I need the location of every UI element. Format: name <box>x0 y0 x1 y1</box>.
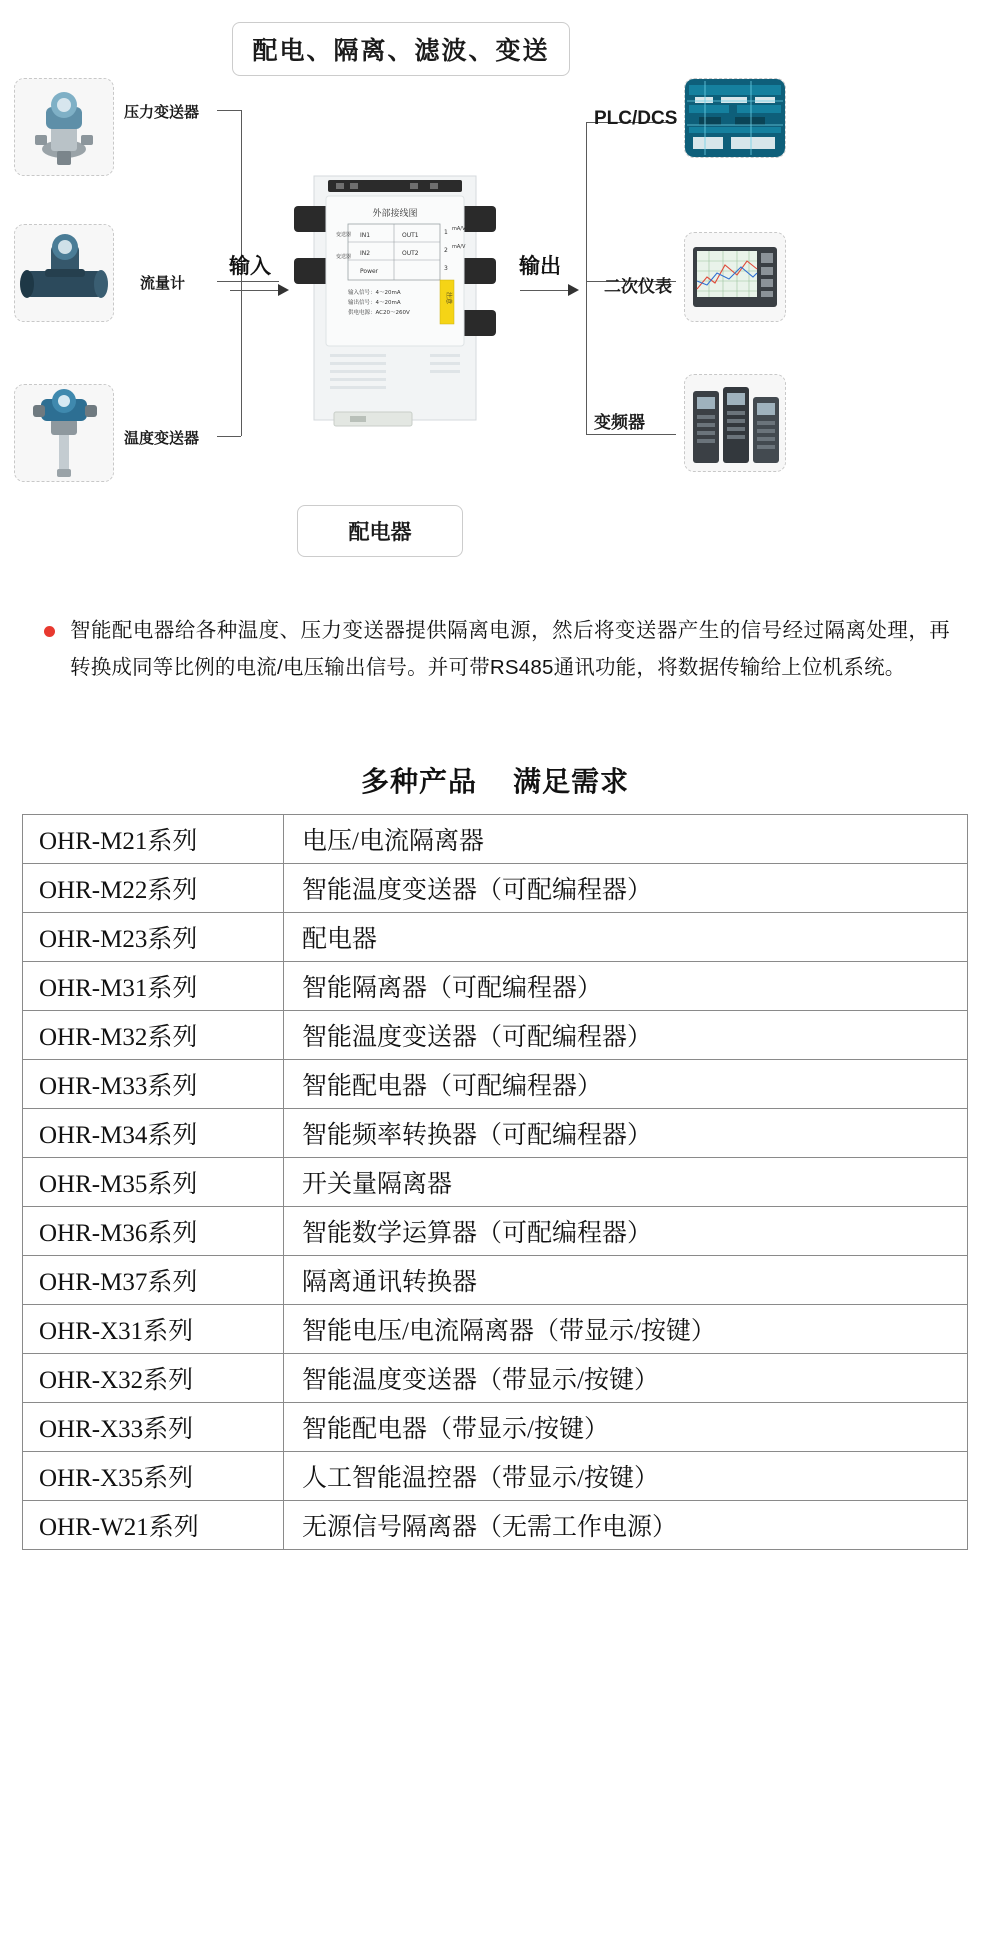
output-device-label-1: 二次仪表 <box>604 277 672 296</box>
table-row <box>23 1011 968 1060</box>
product-desc: 智能配电器（可配编程器） <box>284 1060 968 1109</box>
svg-text:OUT1: OUT1 <box>402 232 419 239</box>
product-desc: 智能频率转换器（可配编程器） <box>284 1109 968 1158</box>
svg-text:OUT2: OUT2 <box>402 250 419 257</box>
product-application-diagram <box>0 0 990 580</box>
page-title <box>0 760 990 800</box>
table-row <box>23 1354 968 1403</box>
product-desc: 隔离通讯转换器 <box>284 1256 968 1305</box>
temperature-transmitter-photo <box>14 384 114 482</box>
table-row <box>23 913 968 962</box>
product-model: OHR-M35系列 <box>23 1158 284 1207</box>
input-arrow-line <box>230 290 280 291</box>
diagram-title: 配电、隔离、滤波、变送 <box>232 22 570 76</box>
paperless-recorder-photo <box>684 232 786 322</box>
product-desc: 智能隔离器（可配编程器） <box>284 962 968 1011</box>
input-arrow-icon <box>278 284 289 296</box>
table-row <box>23 864 968 913</box>
product-desc: 开关量隔离器 <box>284 1158 968 1207</box>
product-model: OHR-M37系列 <box>23 1256 284 1305</box>
table-row <box>23 1305 968 1354</box>
output-device-label-2: 变频器 <box>594 413 645 432</box>
product-desc: 智能温度变送器（可配编程器） <box>284 1011 968 1060</box>
svg-text:供电电源：AC20～260V: 供电电源：AC20～260V <box>348 310 410 316</box>
product-desc: 电压/电流隔离器 <box>284 815 968 864</box>
table-row <box>23 1109 968 1158</box>
connector-line <box>217 436 241 437</box>
product-desc: 智能配电器（带显示/按键） <box>284 1403 968 1452</box>
frequency-inverter-photo <box>684 374 786 472</box>
table-row <box>23 815 968 864</box>
bullet-icon <box>44 626 55 637</box>
table-row <box>23 1501 968 1550</box>
diagram-bottom-label: 配电器 <box>297 505 463 557</box>
flow-meter-photo <box>14 224 114 322</box>
svg-text:Power: Power <box>360 268 379 275</box>
svg-text:mA/V: mA/V <box>452 226 466 232</box>
product-desc: 智能电压/电流隔离器（带显示/按键） <box>284 1305 968 1354</box>
product-desc: 无源信号隔离器（无需工作电源） <box>284 1501 968 1550</box>
table-row <box>23 962 968 1011</box>
product-model: OHR-M21系列 <box>23 815 284 864</box>
product-model: OHR-W21系列 <box>23 1501 284 1550</box>
product-desc: 人工智能温控器（带显示/按键） <box>284 1452 968 1501</box>
section-heading-right: 满足需求 <box>513 766 630 797</box>
connector-line <box>241 281 279 282</box>
table-row <box>23 1452 968 1501</box>
connector-line <box>217 110 241 111</box>
description-block <box>44 612 950 686</box>
connector-line <box>586 434 676 435</box>
table-row <box>23 1060 968 1109</box>
connector-line <box>217 281 241 282</box>
pressure-transmitter-photo <box>14 78 114 176</box>
input-label: 输入 <box>229 255 271 278</box>
power-distributor-device-photo <box>290 168 500 433</box>
product-model: OHR-X31系列 <box>23 1305 284 1354</box>
product-model: OHR-M31系列 <box>23 962 284 1011</box>
product-model: OHR-X32系列 <box>23 1354 284 1403</box>
description-text: 智能配电器给各种温度、压力变送器提供隔离电源，然后将变送器产生的信号经过隔离处理，再转换成同等比例的电流/电压输出信号。并可带RS485通讯功能，将数据传输给上位机系统。 <box>70 619 950 679</box>
product-model: OHR-X35系列 <box>23 1452 284 1501</box>
product-model: OHR-M36系列 <box>23 1207 284 1256</box>
output-device-label-0: PLC/DCS <box>594 108 678 129</box>
product-model: OHR-M22系列 <box>23 864 284 913</box>
svg-text:3: 3 <box>444 265 448 272</box>
svg-text:输出信号：4～20mA: 输出信号：4～20mA <box>348 300 401 306</box>
svg-text:IN1: IN1 <box>360 232 371 239</box>
input-device-label-1: 流量计 <box>140 275 186 292</box>
svg-text:1: 1 <box>444 229 448 236</box>
product-model: OHR-M33系列 <box>23 1060 284 1109</box>
table-row <box>23 1403 968 1452</box>
connector-line <box>586 122 587 434</box>
svg-text:输入信号：4～20mA: 输入信号：4～20mA <box>348 290 401 296</box>
product-model: OHR-X33系列 <box>23 1403 284 1452</box>
svg-text:变送器: 变送器 <box>336 232 352 238</box>
product-series-table <box>22 814 968 1550</box>
svg-text:mA/V: mA/V <box>452 244 466 250</box>
input-device-label-2: 温度变送器 <box>124 430 200 447</box>
plc-dcs-board-photo <box>684 78 786 158</box>
output-arrow-line <box>520 290 570 291</box>
product-model: OHR-M23系列 <box>23 913 284 962</box>
svg-text:变送器: 变送器 <box>336 254 352 260</box>
svg-text:外部接线图: 外部接线图 <box>372 209 418 219</box>
product-desc: 智能数学运算器（可配编程器） <box>284 1207 968 1256</box>
output-label: 输出 <box>519 255 561 278</box>
table-row <box>23 1207 968 1256</box>
product-desc: 智能温度变送器（可配编程器） <box>284 864 968 913</box>
product-desc: 智能温度变送器（带显示/按键） <box>284 1354 968 1403</box>
svg-text:注意: 注意 <box>445 291 452 305</box>
svg-text:IN2: IN2 <box>360 250 371 257</box>
product-model: OHR-M34系列 <box>23 1109 284 1158</box>
product-model: OHR-M32系列 <box>23 1011 284 1060</box>
input-device-label-0: 压力变送器 <box>124 104 200 121</box>
svg-text:2: 2 <box>444 247 448 254</box>
output-arrow-icon <box>568 284 579 296</box>
product-desc: 配电器 <box>284 913 968 962</box>
table-row <box>23 1256 968 1305</box>
section-heading-left: 多种产品 <box>360 766 477 797</box>
table-row <box>23 1158 968 1207</box>
